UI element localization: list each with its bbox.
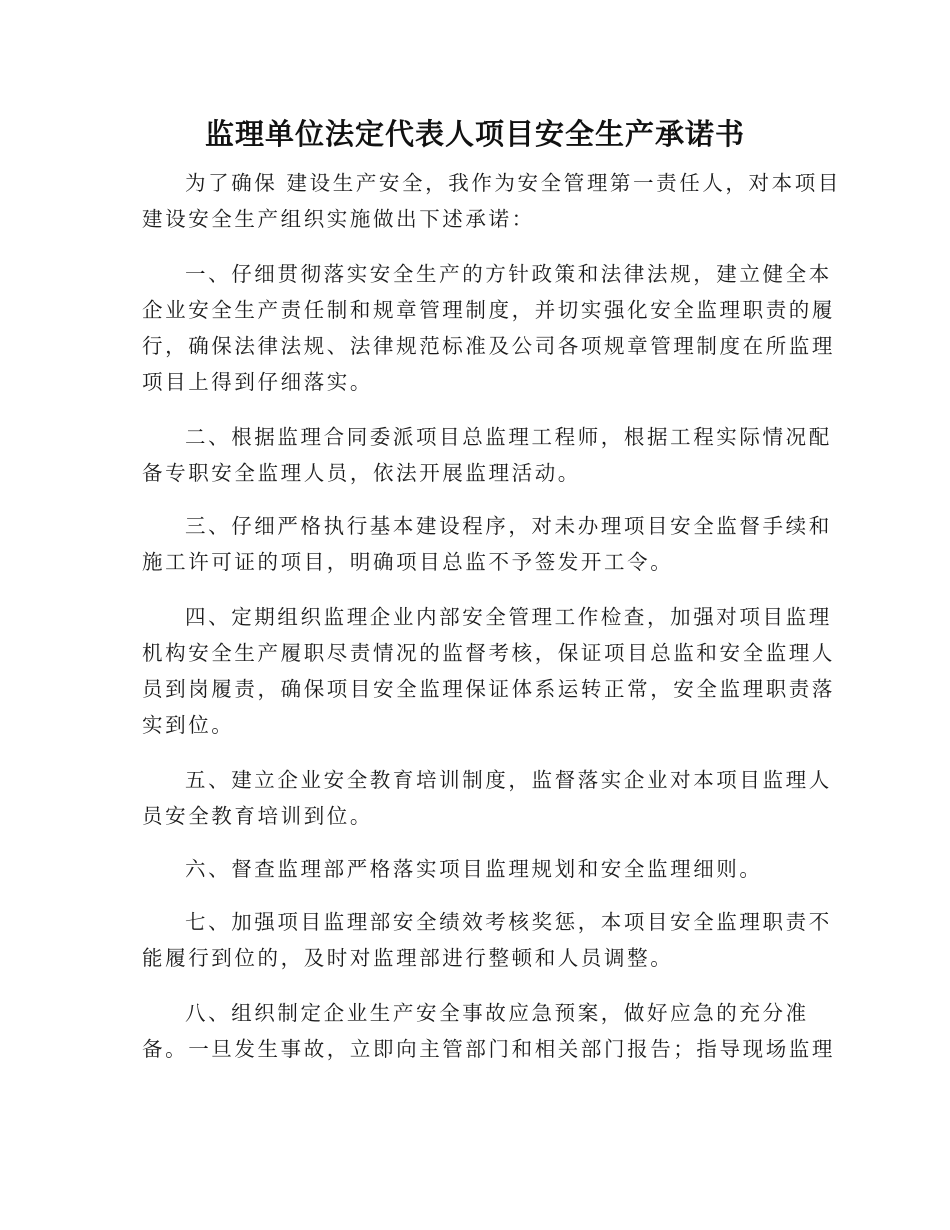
paragraph-6-line-1: 五、建立企业安全教育培训制度，监督落实企业对本项目监理人 (185, 768, 832, 792)
paragraph-5-line-4: 实到位。 (142, 713, 235, 737)
paragraph-1-line-1: 为了确保 建设生产安全，我作为安全管理第一责任人，对本项目 (185, 171, 841, 195)
paragraph-2-line-1: 一、仔细贯彻落实安全生产的方针政策和法律法规，建立健全本 (185, 262, 832, 286)
paragraph-4-line-2: 施工许可证的项目，明确项目总监不予签发开工令。 (142, 550, 674, 574)
paragraph-2-line-3: 行，确保法律法规、法律规范标准及公司各项规章管理制度在所监理 (142, 334, 835, 358)
paragraph-5-line-3: 员到岗履责，确保项目安全监理保证体系运转正常，安全监理职责落 (142, 677, 835, 701)
document-title: 监理单位法定代表人项目安全生产承诺书 (204, 117, 745, 151)
paragraph-1-line-2: 建设安全生产组织实施做出下述承诺： (142, 207, 535, 231)
paragraph-2-line-2: 企业安全生产责任制和规章管理制度，并切实强化安全监理职责的履 (142, 298, 835, 322)
paragraph-4-line-1: 三、仔细严格执行基本建设程序，对未办理项目安全监督手续和 (185, 514, 832, 538)
paragraph-3-line-1: 二、根据监理合同委派项目总监理工程师，根据工程实际情况配 (185, 425, 832, 449)
paragraph-5-line-1: 四、定期组织监理企业内部安全管理工作检查，加强对项目监理 (185, 605, 832, 629)
paragraph-9-line-2: 备。一旦发生事故，立即向主管部门和相关部门报告；指导现场监理 (142, 1037, 835, 1061)
paragraph-3-line-2: 备专职安全监理人员，依法开展监理活动。 (142, 461, 581, 485)
paragraph-2-line-4: 项目上得到仔细落实。 (142, 370, 373, 394)
paragraph-5-line-2: 机构安全生产履职尽责情况的监督考核，保证项目总监和安全监理人 (142, 641, 835, 665)
paragraph-6-line-2: 员安全教育培训到位。 (142, 804, 373, 828)
paragraph-9-line-1: 八、组织制定企业生产安全事故应急预案，做好应急的充分准 (185, 1001, 809, 1025)
paragraph-7-line-1: 六、督查监理部严格落实项目监理规划和安全监理细则。 (185, 857, 763, 881)
paragraph-8-line-1: 七、加强项目监理部安全绩效考核奖惩，本项目安全监理职责不 (185, 910, 832, 934)
paragraph-8-line-2: 能履行到位的，及时对监理部进行整顿和人员调整。 (142, 946, 674, 970)
